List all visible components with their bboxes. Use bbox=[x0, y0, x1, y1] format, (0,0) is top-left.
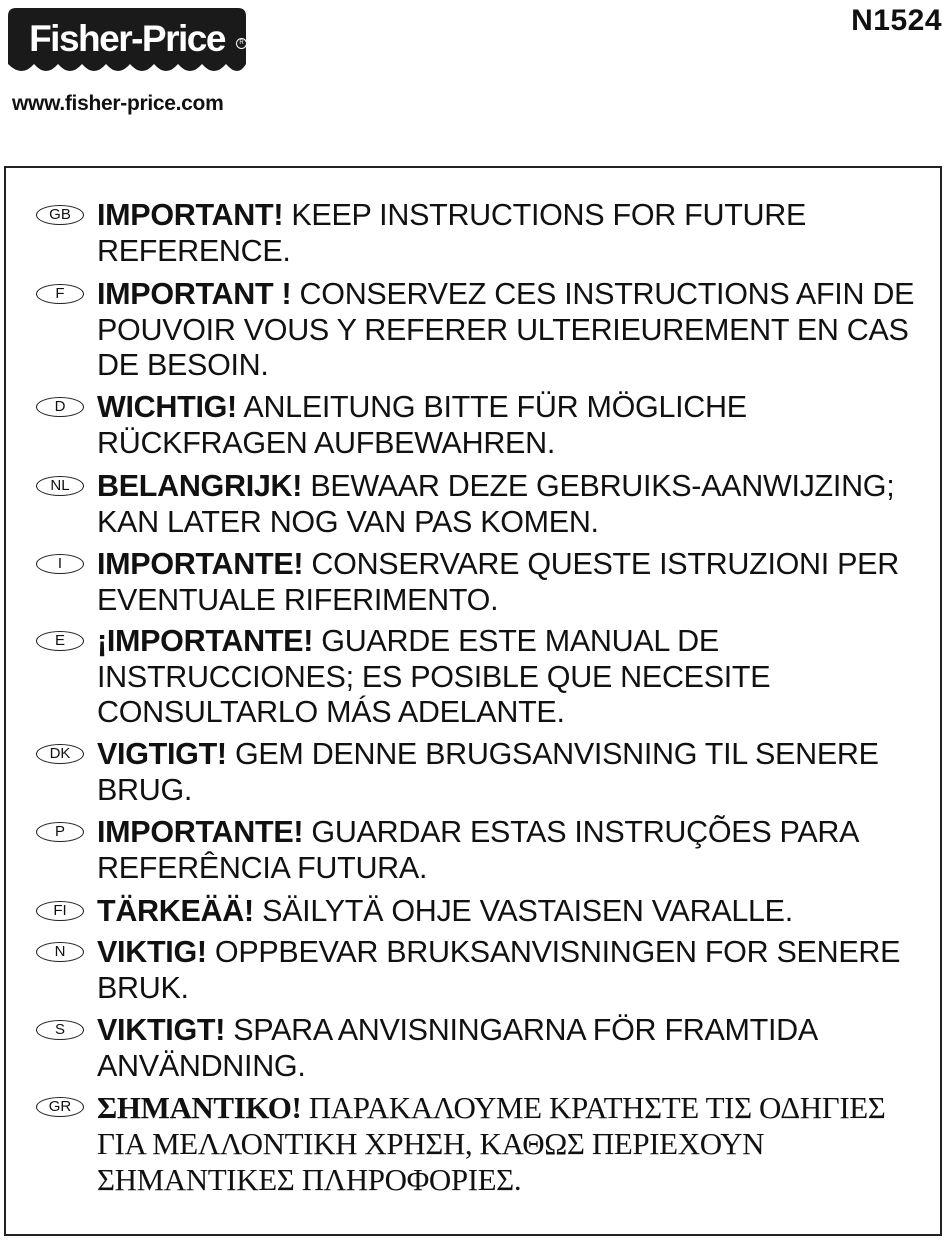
language-badge-nl: NL bbox=[36, 476, 84, 496]
language-badge-n: N bbox=[36, 942, 84, 962]
notice-body: SPARA ANVISNINGARNA FÖR FRAMTIDA ANVÄNDNING. bbox=[97, 1013, 817, 1083]
notice-text bbox=[97, 624, 916, 731]
notice-s bbox=[36, 1013, 916, 1084]
notice-heading: ¡IMPORTANTE! bbox=[97, 624, 314, 658]
notice-heading: IMPORTANT ! bbox=[97, 277, 292, 311]
notice-body: CONSERVEZ CES INSTRUCTIONS AFIN DE POUVOIR VOUS Y REFERER ULTERIEUREMENT EN CAS DE BESOIN. bbox=[97, 277, 915, 382]
notice-fi bbox=[36, 894, 916, 930]
website-url: www.fisher-price.com bbox=[12, 92, 224, 115]
logo-wordmark: Fisher-Price bbox=[29, 18, 225, 59]
notice-body: GUARDE ESTE MANUAL DE INSTRUCCIONES; ES POSIBLE QUE NECESITE CONSULTARLO MÁS ADELANTE. bbox=[97, 624, 771, 729]
notice-text bbox=[97, 935, 916, 1006]
notice-heading: VIGTIGT! bbox=[97, 737, 227, 771]
language-badge-e: E bbox=[36, 631, 84, 651]
notice-gr bbox=[36, 1090, 916, 1198]
language-badge-i: I bbox=[36, 554, 84, 574]
language-badge-dk: DK bbox=[36, 744, 84, 764]
notice-body: ANLEITUNG BITTE FÜR MÖGLICHE RÜCKFRAGEN AUFBEWAHREN. bbox=[97, 390, 747, 460]
registered-mark-icon: R bbox=[236, 38, 247, 49]
notice-p bbox=[36, 815, 916, 886]
notice-text bbox=[97, 469, 916, 540]
notice-body: CONSERVARE QUESTE ISTRUZIONI PER EVENTUALE RIFERIMENTO. bbox=[97, 547, 899, 617]
notice-i bbox=[36, 547, 916, 618]
notice-text bbox=[97, 547, 916, 618]
notice-heading: ΣΗΜΑΝΤΙΚΟ! bbox=[97, 1090, 302, 1125]
notice-text bbox=[97, 894, 916, 930]
language-badge-gb: GB bbox=[36, 205, 84, 225]
notice-body: KEEP INSTRUCTIONS FOR FUTURE REFERENCE. bbox=[97, 198, 807, 268]
notice-text bbox=[97, 390, 916, 461]
notice-heading: VIKTIGT! bbox=[97, 1013, 226, 1047]
notice-body: SÄILYTÄ OHJE VASTAISEN VARALLE. bbox=[262, 894, 793, 928]
fisher-price-logo bbox=[8, 8, 246, 78]
notice-body: GUARDAR ESTAS INSTRUÇÕES PARA REFERÊNCIA FUTURA. bbox=[97, 815, 858, 885]
notice-text bbox=[97, 1013, 916, 1084]
notice-heading: IMPORTANTE! bbox=[97, 547, 304, 581]
notice-body: GEM DENNE BRUGSANVISNING TIL SENERE BRUG. bbox=[97, 737, 879, 807]
instructions-box bbox=[4, 166, 942, 1236]
notice-text bbox=[97, 277, 916, 384]
product-code: N1524 bbox=[851, 4, 942, 37]
notice-body: BEWAAR DEZE GEBRUIKS-AANWIJZING; KAN LATER NOG VAN PAS KOMEN. bbox=[97, 469, 895, 539]
notice-heading: TÄRKEÄÄ! bbox=[97, 894, 254, 928]
notice-e bbox=[36, 624, 916, 731]
notice-nl bbox=[36, 469, 916, 540]
notice-heading: WICHTIG! bbox=[97, 390, 237, 424]
notice-heading: BELANGRIJK! bbox=[97, 469, 303, 503]
language-badge-fi: FI bbox=[36, 901, 84, 921]
notice-heading: IMPORTANT! bbox=[97, 198, 284, 232]
notice-text bbox=[97, 815, 916, 886]
notice-text bbox=[97, 198, 916, 269]
notice-text bbox=[97, 737, 916, 808]
notice-heading: VIKTIG! bbox=[97, 935, 207, 969]
notice-d bbox=[36, 390, 916, 461]
language-badge-p: P bbox=[36, 822, 84, 842]
language-badge-s: S bbox=[36, 1020, 84, 1040]
language-badge-gr: GR bbox=[36, 1097, 84, 1117]
notice-f bbox=[36, 277, 916, 384]
notice-n bbox=[36, 935, 916, 1006]
language-badge-f: F bbox=[36, 284, 84, 304]
notice-body: OPPBEVAR BRUKSANVISNINGEN FOR SENERE BRUK. bbox=[97, 935, 901, 1005]
language-badge-d: D bbox=[36, 397, 84, 417]
notice-body: ΠΑΡΑΚΑΛΟΥΜΕ ΚΡΑΤΗΣΤΕ ΤΙΣ ΟΔΗΓΙΕΣ ΓΙΑ ΜΕΛΛΟΝΤΙΚΗ ΧΡΗΣΗ, ΚΑΘΩΣ ΠΕΡΙΕΧΟΥΝ ΣΗΜΑΝΤΙΚΕΣ ΠΛΗΡΟΦΟΡΙΕΣ. bbox=[97, 1090, 886, 1197]
notice-gb bbox=[36, 198, 916, 269]
notice-heading: IMPORTANTE! bbox=[97, 815, 304, 849]
notice-dk bbox=[36, 737, 916, 808]
notice-text bbox=[97, 1090, 916, 1198]
